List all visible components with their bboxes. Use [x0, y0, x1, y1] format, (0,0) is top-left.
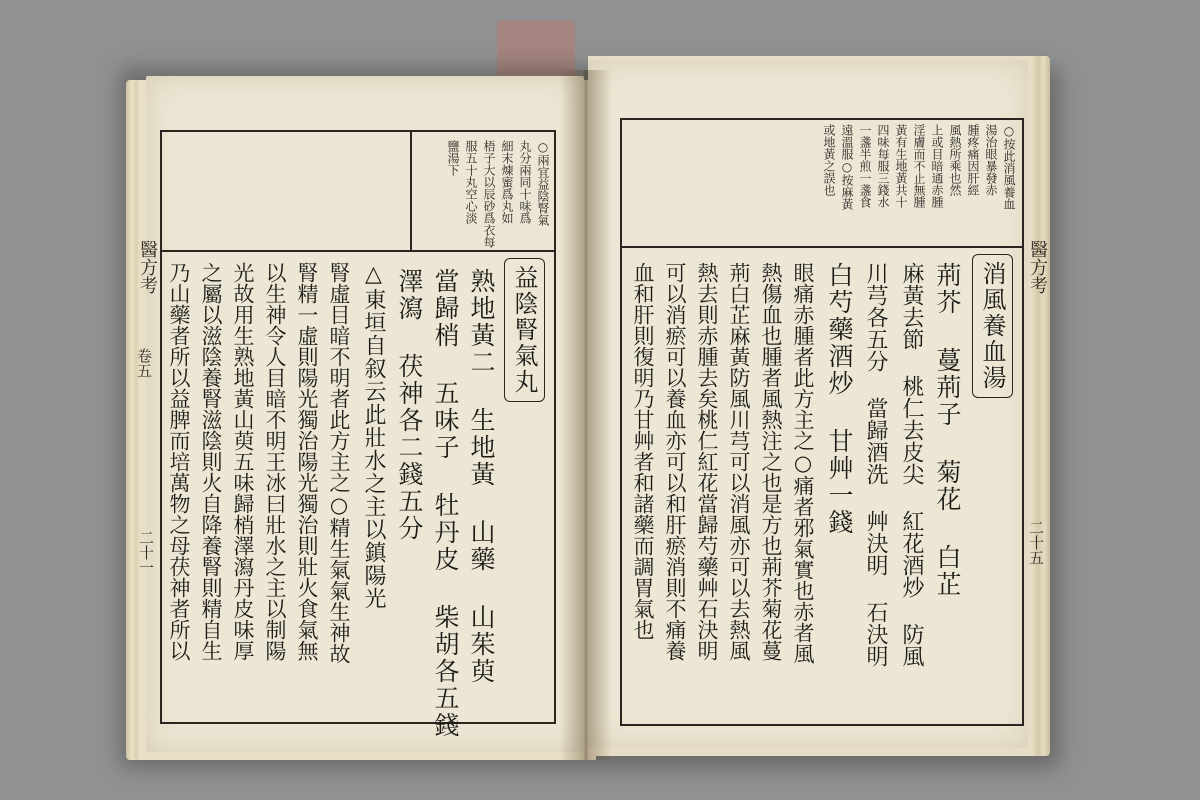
- left-margin-volume: 卷五: [135, 348, 153, 378]
- right-header-rule: [620, 246, 1024, 248]
- right-note-line: 上或目暗通赤腫: [930, 124, 944, 208]
- left-text-column: 乃山藥者所以益脾而培萬物之母茯神者所以: [167, 262, 191, 661]
- right-note-line: 四味每服三錢水: [876, 124, 890, 208]
- left-margin-title: 醫方考: [137, 240, 158, 294]
- right-text-column: 血和肝則復明乃甘艸者和諸藥而調胃氣也: [631, 262, 655, 640]
- right-text-column: 荊芥 蔓荊子 菊花 白芷: [933, 262, 962, 598]
- book-gutter: [560, 70, 612, 760]
- right-margin-page: 二十五: [1027, 520, 1045, 565]
- left-note-line: ○兩宜益陰腎氣: [536, 140, 550, 226]
- left-text-column: 腎精一虛則陽光獨治陽光獨治則壯火食氣無: [295, 262, 319, 661]
- left-text-column: 當歸梢 五味子 牡丹皮 柴胡各五錢: [431, 268, 460, 739]
- right-note-line: 一盞半煎一盞食: [858, 124, 872, 208]
- right-text-column: 白芍藥酒炒 甘艸一錢: [825, 262, 854, 536]
- right-note-line: 淫膚而不止無腫: [912, 124, 926, 208]
- left-text-column: △東垣自叙云此壯水之主以鎮陽光: [361, 262, 386, 610]
- right-text-column: 麻黃去節 桃仁去皮尖 紅花酒炒 防風: [899, 262, 924, 667]
- right-text-column: 荊白芷麻黃防風川芎可以消風亦可以去熱風: [727, 262, 751, 661]
- right-note-line: 風熱所乘也然: [948, 124, 962, 196]
- left-note-line: 細末煉蜜爲丸如: [500, 140, 514, 224]
- left-section-title: 益陰腎氣丸: [504, 258, 545, 402]
- right-text-column: 熱傷血也腫者風熱注之也是方也荊芥菊花蔓: [759, 262, 783, 661]
- left-text-column: 以生神令人目暗不明王冰曰壯水之主以制陽: [263, 262, 287, 661]
- left-note-line: 梧子大以辰砂爲衣每: [482, 140, 496, 248]
- left-note-line: 丸分兩同十味爲: [518, 140, 532, 224]
- right-note-line: 或地黃之誤也: [822, 124, 836, 196]
- left-note-divider: [410, 130, 412, 252]
- right-section-title: 消風養血湯: [972, 254, 1013, 398]
- left-note-line: 鹽湯下: [446, 140, 460, 176]
- right-text-column: 可以消瘀可以養血亦可以和肝瘀消則不痛養: [663, 262, 687, 661]
- left-margin-page: 二十一: [137, 530, 155, 575]
- right-note-line: 遠溫服○按麻黃: [840, 124, 854, 210]
- right-text-column: 川芎各五分 當歸酒洗 艸決明 石決明: [863, 262, 888, 667]
- left-text-column: 熟地黃二 生地黃 山藥 山茱萸: [467, 268, 496, 685]
- left-text-column: 澤瀉 茯神各二錢五分: [395, 268, 424, 542]
- right-note-line: ○按此消風養血: [1002, 124, 1016, 210]
- right-text-column: 眼痛赤腫者此方主之○痛者邪氣實也赤者風: [791, 262, 815, 664]
- left-text-column: 光故用生熟地黃山萸五味歸梢澤瀉丹皮味厚: [231, 262, 255, 661]
- right-note-line: 腫疼痛因肝經: [966, 124, 980, 196]
- left-note-line: 服五十丸空心淡: [464, 140, 478, 224]
- right-text-column: 熱去則赤腫去矣桃仁紅花當歸芍藥艸石決明: [695, 262, 719, 661]
- right-margin-title: 醫方考: [1027, 240, 1048, 294]
- right-note-line: 黃有生地黃共十: [894, 124, 908, 208]
- left-text-column: 之屬以滋陰養腎滋陰則火自降養腎則精自生: [199, 262, 223, 661]
- right-note-line: 湯治眼暴發赤: [984, 124, 998, 196]
- left-header-rule: [160, 250, 556, 252]
- left-text-column: 腎虛目暗不明者此方主之○精生氣氣生神故: [327, 262, 351, 664]
